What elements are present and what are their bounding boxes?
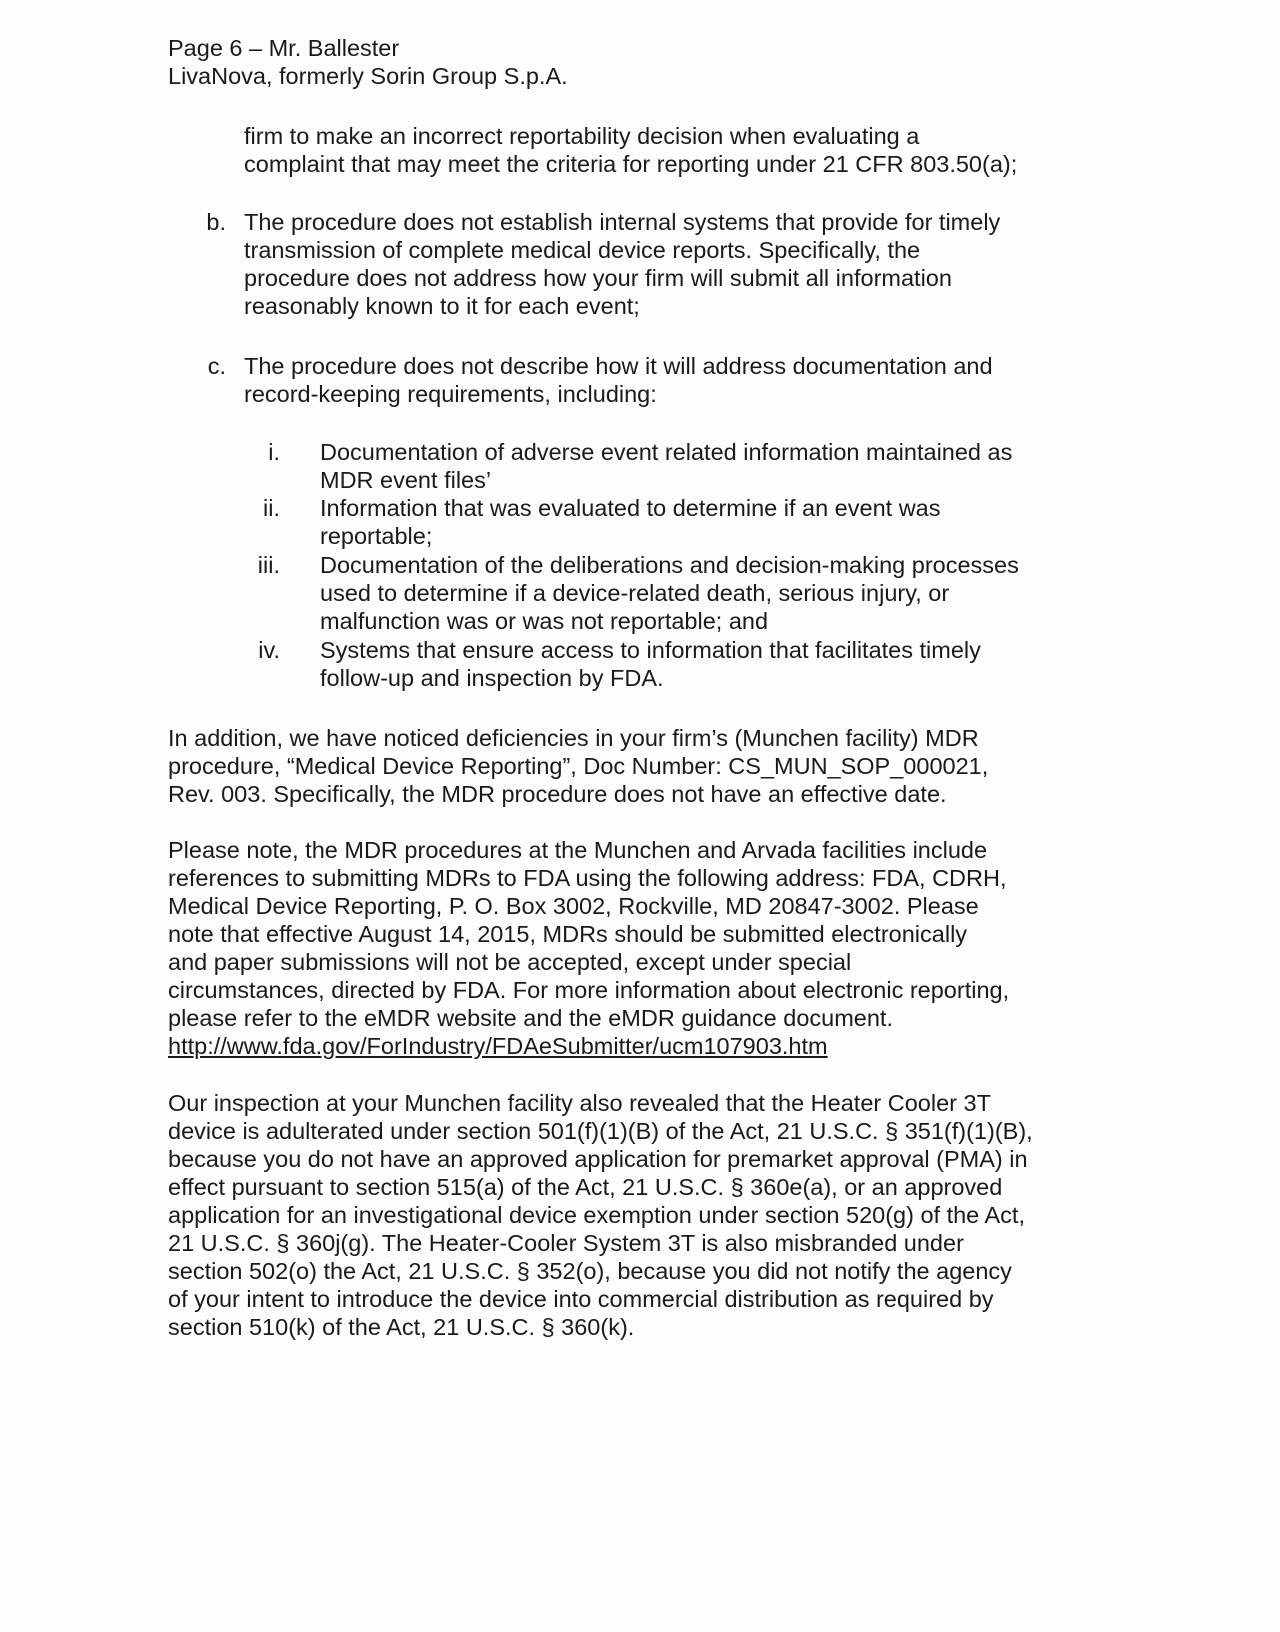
text-line: procedure does not address how your firm will submit all information bbox=[244, 265, 952, 291]
text-line: please refer to the eMDR website and the eMDR guidance document. bbox=[168, 1005, 893, 1031]
text-line: procedure, “Medical Device Reporting”, Doc Number: CS_MUN_SOP_000021, bbox=[168, 753, 989, 779]
sub-item-ii-text bbox=[320, 494, 941, 550]
text-line: Documentation of adverse event related information maintained as bbox=[320, 439, 1013, 465]
text-line: follow-up and inspection by FDA. bbox=[320, 665, 664, 691]
text-line: Rev. 003. Specifically, the MDR procedure does not have an effective date. bbox=[168, 781, 947, 807]
text-line: The procedure does not describe how it will address documentation and bbox=[244, 353, 993, 379]
text-line: The procedure does not establish internal systems that provide for timely bbox=[244, 209, 1001, 235]
sub-item-i-text bbox=[320, 438, 1012, 494]
item-c-text bbox=[244, 352, 993, 408]
text-line: section 502(o) the Act, 21 U.S.C. § 352(o), because you did not notify the agency bbox=[168, 1258, 1012, 1284]
text-line: Please note, the MDR procedures at the Munchen and Arvada facilities include bbox=[168, 837, 988, 863]
emdr-link[interactable]: http://www.fda.gov/ForIndustry/FDAeSubmitter/ucm107903.htm bbox=[168, 1033, 828, 1059]
text-line: and paper submissions will not be accepted, except under special bbox=[168, 949, 852, 975]
item-a-continuation bbox=[244, 122, 1017, 178]
text-line: application for an investigational device exemption under section 520(g) of the Act, bbox=[168, 1202, 1025, 1228]
text-line: references to submitting MDRs to FDA using the following address: FDA, CDRH, bbox=[168, 865, 1007, 891]
header-company: LivaNova, formerly Sorin Group S.p.A. bbox=[168, 63, 568, 89]
sub-item-i-marker: i. bbox=[268, 439, 280, 465]
item-b-marker: b. bbox=[206, 209, 226, 235]
text-line: device is adulterated under section 501(f)(1)(B) of the Act, 21 U.S.C. § 351(f)(1)(B), bbox=[168, 1118, 1033, 1144]
text-line: section 510(k) of the Act, 21 U.S.C. § 360(k). bbox=[168, 1314, 635, 1340]
text-line: transmission of complete medical device reports. Specifically, the bbox=[244, 237, 921, 263]
page-header bbox=[168, 34, 568, 90]
item-c-marker: c. bbox=[207, 353, 226, 379]
sub-item-iv-text bbox=[320, 636, 981, 692]
text-line: record-keeping requirements, including: bbox=[244, 381, 657, 407]
text-line: because you do not have an approved application for premarket approval (PMA) in bbox=[168, 1146, 1028, 1172]
sub-item-iii-text bbox=[320, 551, 1019, 635]
text-line: complaint that may meet the criteria for reporting under 21 CFR 803.50(a); bbox=[244, 151, 1018, 177]
text-line: of your intent to introduce the device into commercial distribution as required by bbox=[168, 1286, 994, 1312]
text-line: circumstances, directed by FDA. For more information about electronic reporting, bbox=[168, 977, 1010, 1003]
text-line: used to determine if a device-related death, serious injury, or bbox=[320, 580, 950, 606]
paragraph-mdr-deficiencies bbox=[168, 724, 988, 808]
paragraph-adulterated-device bbox=[168, 1089, 1033, 1341]
text-line: In addition, we have noticed deficiencies in your firm’s (Munchen facility) MDR bbox=[168, 725, 979, 751]
text-line: Systems that ensure access to information that facilitates timely bbox=[320, 637, 981, 663]
sub-item-iv-marker: iv. bbox=[258, 637, 280, 663]
sub-item-iii-marker: iii. bbox=[257, 552, 280, 578]
paragraph-emdr-submission bbox=[168, 836, 1009, 1060]
sub-item-ii-marker: ii. bbox=[263, 495, 280, 521]
text-line: MDR event files’ bbox=[320, 467, 492, 493]
text-line: Our inspection at your Munchen facility also revealed that the Heater Cooler 3T bbox=[168, 1090, 991, 1116]
item-b-text bbox=[244, 208, 1000, 320]
text-line: note that effective August 14, 2015, MDRs should be submitted electronically bbox=[168, 921, 968, 947]
header-page-recipient: Page 6 – Mr. Ballester bbox=[168, 35, 400, 61]
text-line: Information that was evaluated to determine if an event was bbox=[320, 495, 941, 521]
text-line: effect pursuant to section 515(a) of the Act, 21 U.S.C. § 360e(a), or an approved bbox=[168, 1174, 1003, 1200]
text-line: Documentation of the deliberations and decision-making processes bbox=[320, 552, 1019, 578]
text-line: reportable; bbox=[320, 523, 433, 549]
text-line: reasonably known to it for each event; bbox=[244, 293, 640, 319]
text-line: 21 U.S.C. § 360j(g). The Heater-Cooler System 3T is also misbranded under bbox=[168, 1230, 964, 1256]
text-line: Medical Device Reporting, P. O. Box 3002, Rockville, MD 20847-3002. Please bbox=[168, 893, 979, 919]
text-line: malfunction was or was not reportable; and bbox=[320, 608, 769, 634]
text-line: firm to make an incorrect reportability decision when evaluating a bbox=[244, 123, 920, 149]
